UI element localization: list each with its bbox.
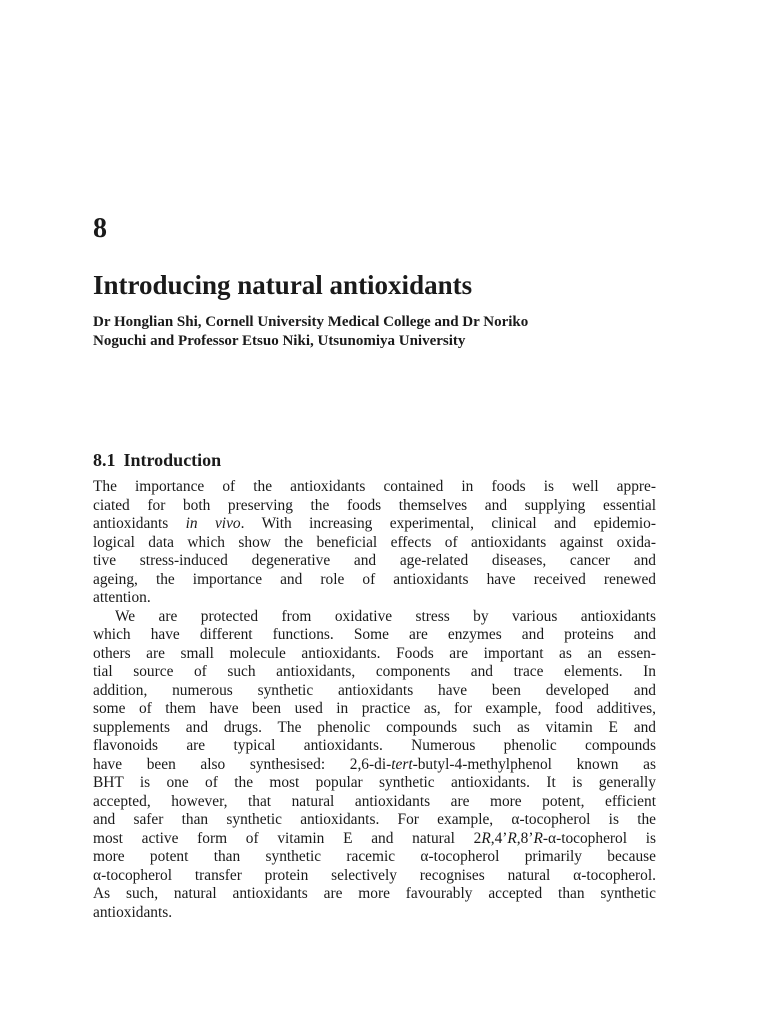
section-heading <box>93 449 221 471</box>
section-title: Introduction <box>123 450 222 470</box>
text-line: others are small molecule antioxidants. Foods are important as an essen- <box>93 644 656 662</box>
paragraph <box>93 608 656 923</box>
authors-line: Dr Honglian Shi, Cornell University Medical College and Dr Noriko <box>93 314 529 330</box>
chapter-title: Introducing natural antioxidants <box>93 270 473 300</box>
text-line: As such, natural antioxidants are more favourably accepted than synthetic <box>93 885 656 902</box>
text-line: antioxidants in vivo. With increasing experimental, clinical and epidemio- <box>93 515 656 532</box>
italic-term: tert <box>391 755 413 773</box>
text-line: ageing, the importance and role of antioxidants have received renewed <box>93 570 656 588</box>
body-text <box>93 478 656 922</box>
text-line: more potent than synthetic racemic α-tocopherol primarily because <box>93 848 656 865</box>
text-line: have been also synthesised: 2,6-di-tert-butyl-4-methylphenol known as <box>93 755 656 773</box>
text-line: which have different functions. Some are enzymes and proteins and <box>93 626 656 643</box>
text-line: addition, numerous synthetic antioxidants have been developed and <box>93 681 656 699</box>
text-line: tive stress-induced degenerative and age-related diseases, cancer and <box>93 552 656 569</box>
text-line: and safer than synthetic antioxidants. For example, α-tocopherol is the <box>93 811 656 828</box>
text-line: accepted, however, that natural antioxidants are more potent, efficient <box>93 792 656 810</box>
text-line: α-tocopherol transfer protein selectively recognises natural α-tocopherol. <box>93 866 656 884</box>
italic-term: R <box>481 829 491 847</box>
text-line: some of them have been used in practice as, for example, food additives, <box>93 700 656 717</box>
text-line: The importance of the antioxidants contained in foods is well appre- <box>93 478 656 495</box>
text-line: most active form of vitamin E and natural 2R,4’R,8’R-α-tocopherol is <box>93 829 656 847</box>
italic-term: R <box>533 829 543 847</box>
authors-line: Noguchi and Professor Etsuo Niki, Utsunomiya University <box>93 333 466 349</box>
section-number: 8.1 <box>93 450 116 470</box>
chapter-authors <box>93 313 656 351</box>
text-line: BHT is one of the most popular synthetic antioxidants. It is generally <box>93 774 656 791</box>
text-line: antioxidants. <box>93 903 173 921</box>
text-line: We are protected from oxidative stress by various antioxidants <box>115 607 656 625</box>
text-line: logical data which show the beneficial effects of antioxidants against oxida- <box>93 533 656 551</box>
italic-term: in vivo <box>185 515 241 532</box>
text-line: tial source of such antioxidants, components and trace elements. In <box>93 663 656 680</box>
text-line: supplements and drugs. The phenolic compounds such as vitamin E and <box>93 718 656 736</box>
text-line: ciated for both preserving the foods themselves and supplying essential <box>93 496 656 514</box>
italic-term: R <box>507 829 517 847</box>
text-line: attention. <box>93 589 151 606</box>
text-line: flavonoids are typical antioxidants. Numerous phenolic compounds <box>93 737 656 754</box>
paragraph <box>93 478 656 608</box>
chapter-number: 8 <box>93 213 107 244</box>
